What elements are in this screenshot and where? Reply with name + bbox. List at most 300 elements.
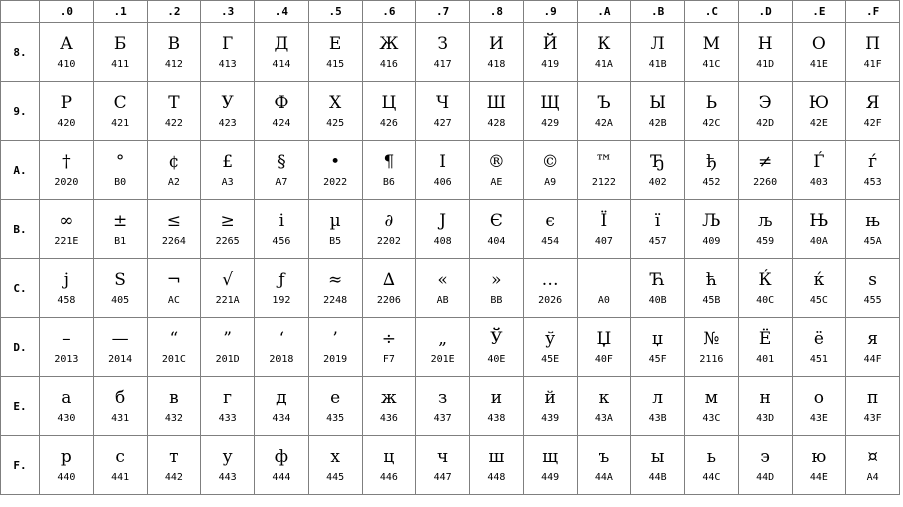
char-cell bbox=[738, 82, 792, 141]
char-glyph: о bbox=[813, 388, 824, 408]
unicode-code: 419 bbox=[541, 59, 560, 70]
char-cell bbox=[577, 377, 631, 436]
char-glyph: Т bbox=[168, 93, 180, 113]
unicode-code: 421 bbox=[111, 118, 130, 129]
char-glyph: ё bbox=[813, 329, 824, 349]
char-cell bbox=[846, 23, 900, 82]
unicode-code: 40A bbox=[809, 236, 828, 247]
char-cell bbox=[416, 318, 470, 377]
char-glyph: З bbox=[437, 34, 448, 54]
char-glyph: К bbox=[597, 34, 611, 54]
char-glyph: б bbox=[115, 388, 126, 408]
char-glyph: ° bbox=[115, 152, 125, 172]
char-glyph: я bbox=[867, 329, 878, 349]
char-glyph: µ bbox=[329, 211, 341, 231]
char-cell bbox=[470, 377, 524, 436]
char-cell bbox=[201, 377, 255, 436]
table-row bbox=[1, 436, 900, 495]
char-glyph: № bbox=[703, 329, 720, 349]
unicode-code: B6 bbox=[382, 177, 395, 188]
char-glyph: Ь bbox=[705, 93, 718, 113]
char-glyph: ќ bbox=[813, 270, 825, 290]
row-header: B. bbox=[1, 200, 40, 259]
char-cell bbox=[416, 200, 470, 259]
char-glyph: љ bbox=[757, 211, 773, 231]
char-cell bbox=[523, 436, 577, 495]
char-cell bbox=[201, 436, 255, 495]
char-glyph: ц bbox=[383, 447, 395, 467]
unicode-code: 41B bbox=[648, 59, 667, 70]
unicode-code: 45C bbox=[809, 295, 828, 306]
char-glyph: ÷ bbox=[381, 329, 396, 349]
char-glyph: ћ bbox=[705, 270, 717, 290]
char-cell bbox=[201, 82, 255, 141]
char-cell bbox=[201, 23, 255, 82]
unicode-code: 414 bbox=[272, 59, 291, 70]
char-cell bbox=[470, 200, 524, 259]
unicode-code: 456 bbox=[272, 236, 291, 247]
char-cell bbox=[846, 318, 900, 377]
table-body bbox=[1, 23, 900, 495]
unicode-code: 2206 bbox=[376, 295, 401, 306]
char-cell bbox=[631, 436, 685, 495]
char-glyph: ї bbox=[654, 211, 661, 231]
unicode-code: 431 bbox=[111, 413, 130, 424]
unicode-code: 445 bbox=[326, 472, 345, 483]
char-glyph: ∞ bbox=[59, 211, 74, 231]
char-glyph: Ѓ bbox=[813, 152, 825, 172]
char-glyph: ў bbox=[545, 329, 556, 349]
char-glyph bbox=[578, 269, 631, 291]
column-header: .6 bbox=[362, 1, 416, 23]
char-cell bbox=[93, 377, 147, 436]
unicode-code: 40F bbox=[594, 354, 613, 365]
char-glyph: Г bbox=[221, 34, 234, 54]
char-glyph: н bbox=[759, 388, 771, 408]
char-cell bbox=[523, 82, 577, 141]
unicode-code: 438 bbox=[487, 413, 506, 424]
char-glyph: є bbox=[545, 211, 555, 231]
char-glyph: Ё bbox=[758, 329, 772, 349]
unicode-code: BB bbox=[490, 295, 503, 306]
char-cell bbox=[792, 377, 846, 436]
unicode-code: 427 bbox=[433, 118, 452, 129]
column-header: .8 bbox=[470, 1, 524, 23]
unicode-code: 407 bbox=[594, 236, 613, 247]
char-glyph: © bbox=[541, 152, 559, 172]
unicode-code: AC bbox=[167, 295, 180, 306]
char-cell bbox=[308, 82, 362, 141]
char-cell bbox=[792, 318, 846, 377]
table-row bbox=[1, 377, 900, 436]
unicode-code: 422 bbox=[164, 118, 183, 129]
unicode-code: 409 bbox=[702, 236, 721, 247]
char-cell bbox=[577, 436, 631, 495]
char-cell bbox=[577, 259, 631, 318]
unicode-code: 44A bbox=[594, 472, 613, 483]
unicode-code: 44D bbox=[756, 472, 775, 483]
unicode-code: 455 bbox=[863, 295, 882, 306]
char-cell bbox=[470, 436, 524, 495]
char-cell bbox=[631, 318, 685, 377]
char-cell bbox=[738, 436, 792, 495]
unicode-code: 451 bbox=[809, 354, 828, 365]
unicode-code: 453 bbox=[863, 177, 882, 188]
unicode-code: 44F bbox=[863, 354, 882, 365]
char-cell bbox=[255, 141, 309, 200]
char-glyph: “ bbox=[169, 329, 179, 349]
char-glyph: и bbox=[490, 388, 503, 408]
unicode-code: 426 bbox=[379, 118, 398, 129]
char-glyph: ъ bbox=[598, 447, 610, 467]
char-glyph: ч bbox=[437, 447, 449, 467]
char-glyph: – bbox=[62, 329, 71, 349]
char-glyph: Є bbox=[489, 211, 503, 231]
char-glyph: ‘ bbox=[278, 329, 285, 349]
char-cell bbox=[40, 82, 94, 141]
char-glyph: Н bbox=[757, 34, 773, 54]
row-header: E. bbox=[1, 377, 40, 436]
char-glyph: р bbox=[60, 447, 72, 467]
unicode-code: 43E bbox=[809, 413, 828, 424]
unicode-code: B1 bbox=[114, 236, 127, 247]
table-row bbox=[1, 200, 900, 259]
char-glyph: П bbox=[865, 34, 881, 54]
char-glyph: е bbox=[330, 388, 341, 408]
char-cell bbox=[685, 82, 739, 141]
row-header: F. bbox=[1, 436, 40, 495]
unicode-code: 2264 bbox=[161, 236, 186, 247]
char-cell bbox=[147, 200, 201, 259]
column-header: .0 bbox=[40, 1, 94, 23]
unicode-code: 41A bbox=[594, 59, 613, 70]
corner-cell bbox=[1, 1, 40, 23]
char-cell bbox=[40, 141, 94, 200]
char-glyph: л bbox=[652, 388, 664, 408]
column-header: .4 bbox=[255, 1, 309, 23]
char-cell bbox=[40, 318, 94, 377]
char-glyph: њ bbox=[865, 211, 880, 231]
unicode-code: 452 bbox=[702, 177, 721, 188]
char-cell bbox=[201, 200, 255, 259]
char-glyph: ’ bbox=[332, 329, 338, 349]
char-cell bbox=[93, 200, 147, 259]
char-glyph: ф bbox=[274, 447, 289, 467]
char-cell bbox=[362, 259, 416, 318]
column-header: .D bbox=[738, 1, 792, 23]
char-glyph: Л bbox=[650, 34, 665, 54]
char-cell bbox=[738, 259, 792, 318]
unicode-code: 42B bbox=[648, 118, 667, 129]
unicode-code: 443 bbox=[218, 472, 237, 483]
char-glyph: » bbox=[491, 270, 502, 290]
row-header: 9. bbox=[1, 82, 40, 141]
char-cell bbox=[470, 23, 524, 82]
char-glyph: √ bbox=[222, 270, 234, 290]
unicode-code: 408 bbox=[433, 236, 452, 247]
char-glyph: щ bbox=[542, 447, 559, 467]
unicode-code: 45F bbox=[648, 354, 667, 365]
unicode-code: 40E bbox=[487, 354, 506, 365]
char-glyph: й bbox=[544, 388, 556, 408]
char-cell bbox=[362, 23, 416, 82]
char-cell bbox=[255, 200, 309, 259]
table-row bbox=[1, 141, 900, 200]
char-glyph: г bbox=[223, 388, 233, 408]
char-glyph: Ж bbox=[379, 34, 399, 54]
char-cell bbox=[93, 141, 147, 200]
char-glyph: Ѕ bbox=[114, 270, 126, 290]
char-glyph: ∆ bbox=[382, 270, 395, 290]
char-cell bbox=[93, 436, 147, 495]
unicode-code: 439 bbox=[541, 413, 560, 424]
unicode-code: 403 bbox=[809, 177, 828, 188]
char-glyph: ь bbox=[706, 447, 716, 467]
unicode-code: 404 bbox=[487, 236, 506, 247]
unicode-code: 45E bbox=[541, 354, 560, 365]
unicode-code: 41C bbox=[702, 59, 721, 70]
unicode-code: 43D bbox=[756, 413, 775, 424]
char-cell bbox=[93, 318, 147, 377]
char-cell bbox=[201, 318, 255, 377]
char-cell bbox=[577, 23, 631, 82]
char-glyph: к bbox=[598, 388, 610, 408]
char-glyph: … bbox=[541, 270, 559, 290]
char-cell bbox=[846, 141, 900, 200]
char-cell bbox=[255, 436, 309, 495]
unicode-code: 410 bbox=[57, 59, 76, 70]
unicode-code: 44B bbox=[648, 472, 667, 483]
char-glyph: Ћ bbox=[650, 270, 666, 290]
char-glyph: В bbox=[167, 34, 181, 54]
char-cell bbox=[40, 259, 94, 318]
unicode-code: 416 bbox=[379, 59, 398, 70]
char-cell bbox=[40, 23, 94, 82]
char-cell bbox=[523, 259, 577, 318]
column-header: .F bbox=[846, 1, 900, 23]
unicode-code: 2013 bbox=[54, 354, 79, 365]
char-glyph: Й bbox=[542, 34, 558, 54]
char-glyph: ю bbox=[811, 447, 827, 467]
unicode-code: 417 bbox=[433, 59, 452, 70]
char-glyph: « bbox=[437, 270, 448, 290]
char-glyph: і bbox=[278, 211, 285, 231]
char-glyph: „ bbox=[438, 329, 448, 349]
char-glyph: ѕ bbox=[868, 270, 877, 290]
char-glyph: в bbox=[169, 388, 179, 408]
char-glyph: ≈ bbox=[328, 270, 343, 290]
column-header: .2 bbox=[147, 1, 201, 23]
char-cell bbox=[255, 377, 309, 436]
unicode-code: A3 bbox=[221, 177, 234, 188]
char-glyph: ¤ bbox=[867, 447, 879, 467]
char-glyph: ¬ bbox=[166, 270, 181, 290]
unicode-code: 448 bbox=[487, 472, 506, 483]
char-cell bbox=[631, 141, 685, 200]
unicode-code: A2 bbox=[167, 177, 180, 188]
char-cell bbox=[470, 259, 524, 318]
char-cell bbox=[738, 23, 792, 82]
unicode-code: 446 bbox=[379, 472, 398, 483]
char-glyph: џ bbox=[652, 329, 664, 349]
unicode-code: 41F bbox=[863, 59, 882, 70]
column-header: .C bbox=[685, 1, 739, 23]
unicode-code: 412 bbox=[164, 59, 183, 70]
unicode-code: 436 bbox=[379, 413, 398, 424]
char-glyph: у bbox=[222, 447, 233, 467]
column-header: .3 bbox=[201, 1, 255, 23]
unicode-code: 42C bbox=[702, 118, 721, 129]
unicode-code: 2202 bbox=[376, 236, 401, 247]
char-glyph: Х bbox=[329, 93, 342, 113]
unicode-code: 2020 bbox=[54, 177, 79, 188]
unicode-code: 44C bbox=[702, 472, 721, 483]
char-cell bbox=[255, 318, 309, 377]
unicode-code: 433 bbox=[218, 413, 237, 424]
char-cell bbox=[147, 318, 201, 377]
char-cell bbox=[738, 318, 792, 377]
unicode-code: 42A bbox=[594, 118, 613, 129]
table-row bbox=[1, 318, 900, 377]
char-cell bbox=[523, 23, 577, 82]
char-glyph: Ї bbox=[600, 211, 608, 231]
unicode-code: 424 bbox=[272, 118, 291, 129]
unicode-code: 425 bbox=[326, 118, 345, 129]
unicode-code: 221A bbox=[215, 295, 240, 306]
unicode-code: 45B bbox=[702, 295, 721, 306]
char-glyph: Е bbox=[328, 34, 342, 54]
char-cell bbox=[523, 141, 577, 200]
char-glyph: ≤ bbox=[166, 211, 181, 231]
char-glyph: Ђ bbox=[650, 152, 665, 172]
char-glyph: ” bbox=[223, 329, 232, 349]
char-glyph: Э bbox=[758, 93, 772, 113]
row-header: C. bbox=[1, 259, 40, 318]
row-header: D. bbox=[1, 318, 40, 377]
char-cell bbox=[792, 259, 846, 318]
char-cell bbox=[255, 23, 309, 82]
unicode-code: 2116 bbox=[699, 354, 724, 365]
char-glyph: У bbox=[221, 93, 234, 113]
char-cell bbox=[416, 259, 470, 318]
char-glyph: Я bbox=[865, 93, 880, 113]
char-glyph: ∂ bbox=[384, 211, 394, 231]
unicode-code: 2260 bbox=[753, 177, 778, 188]
char-glyph: ¶ bbox=[383, 152, 395, 172]
column-header: .A bbox=[577, 1, 631, 23]
char-glyph: Р bbox=[60, 93, 73, 113]
char-cell bbox=[792, 23, 846, 82]
char-cell bbox=[201, 141, 255, 200]
char-cell bbox=[147, 141, 201, 200]
table-row bbox=[1, 259, 900, 318]
char-glyph: Щ bbox=[540, 93, 560, 113]
char-glyph: § bbox=[277, 152, 286, 172]
char-glyph: Б bbox=[113, 34, 127, 54]
char-cell bbox=[738, 200, 792, 259]
unicode-code: 415 bbox=[326, 59, 345, 70]
char-glyph: Д bbox=[274, 34, 289, 54]
unicode-code: 2014 bbox=[108, 354, 133, 365]
char-cell bbox=[792, 200, 846, 259]
char-glyph: М bbox=[702, 34, 721, 54]
char-cell bbox=[416, 82, 470, 141]
char-glyph: ƒ bbox=[278, 270, 285, 290]
char-cell bbox=[738, 141, 792, 200]
char-cell bbox=[93, 82, 147, 141]
char-cell bbox=[40, 436, 94, 495]
unicode-code: 43B bbox=[648, 413, 667, 424]
unicode-code: 43A bbox=[594, 413, 613, 424]
unicode-code: 437 bbox=[433, 413, 452, 424]
char-glyph: О bbox=[811, 34, 826, 54]
char-cell bbox=[685, 141, 739, 200]
unicode-code: 40C bbox=[756, 295, 775, 306]
char-cell bbox=[147, 82, 201, 141]
char-cell bbox=[631, 82, 685, 141]
char-cell bbox=[308, 377, 362, 436]
char-glyph: м bbox=[704, 388, 718, 408]
char-cell bbox=[685, 318, 739, 377]
char-cell bbox=[147, 259, 201, 318]
char-cell bbox=[631, 259, 685, 318]
unicode-code: 2022 bbox=[323, 177, 348, 188]
unicode-code: 201C bbox=[161, 354, 186, 365]
unicode-code: 459 bbox=[756, 236, 775, 247]
char-glyph: Љ bbox=[702, 211, 721, 231]
char-cell bbox=[631, 377, 685, 436]
unicode-code: 42E bbox=[809, 118, 828, 129]
char-glyph: Ю bbox=[808, 93, 830, 113]
char-glyph: ђ bbox=[706, 152, 717, 172]
unicode-code: 405 bbox=[111, 295, 130, 306]
char-glyph: э bbox=[760, 447, 770, 467]
char-glyph: с bbox=[115, 447, 125, 467]
column-header: .7 bbox=[416, 1, 470, 23]
char-cell bbox=[362, 200, 416, 259]
unicode-code: 41E bbox=[809, 59, 828, 70]
char-cell bbox=[685, 23, 739, 82]
unicode-code: 413 bbox=[218, 59, 237, 70]
unicode-code: 41D bbox=[756, 59, 775, 70]
unicode-code: 2122 bbox=[591, 177, 616, 188]
unicode-code: 44E bbox=[809, 472, 828, 483]
char-glyph: д bbox=[276, 388, 287, 408]
unicode-code: 418 bbox=[487, 59, 506, 70]
char-cell bbox=[738, 377, 792, 436]
unicode-code: A7 bbox=[275, 177, 288, 188]
unicode-code: 192 bbox=[272, 295, 291, 306]
char-glyph: ¢ bbox=[168, 152, 180, 172]
unicode-code: 2265 bbox=[215, 236, 240, 247]
unicode-code: 401 bbox=[756, 354, 775, 365]
unicode-code: 434 bbox=[272, 413, 291, 424]
char-glyph: • bbox=[330, 152, 341, 172]
column-header: .9 bbox=[523, 1, 577, 23]
char-cell bbox=[416, 436, 470, 495]
unicode-code: 42F bbox=[863, 118, 882, 129]
unicode-code: B0 bbox=[114, 177, 127, 188]
char-glyph: ѓ bbox=[868, 152, 878, 172]
char-glyph: И bbox=[488, 34, 504, 54]
char-cell bbox=[846, 82, 900, 141]
unicode-code: 428 bbox=[487, 118, 506, 129]
char-cell bbox=[523, 318, 577, 377]
char-cell bbox=[362, 436, 416, 495]
unicode-code: 432 bbox=[164, 413, 183, 424]
char-glyph: ж bbox=[381, 388, 397, 408]
char-cell bbox=[416, 377, 470, 436]
